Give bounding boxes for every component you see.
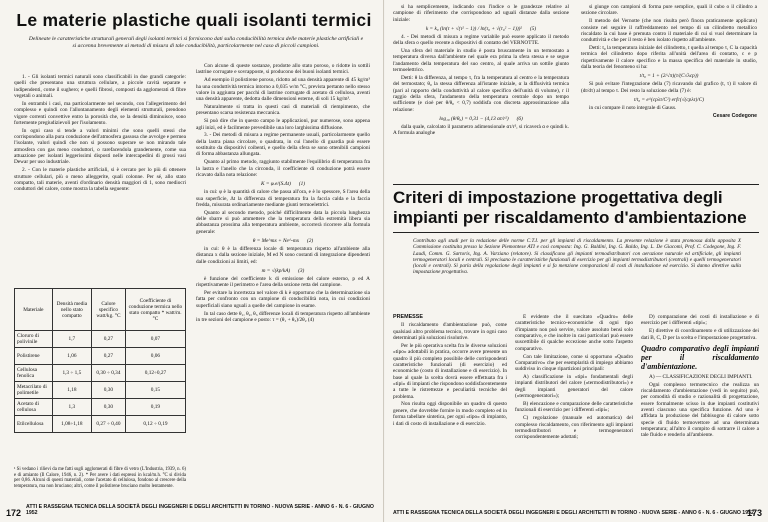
table-cell: Cloruro di polivinile — [15, 331, 53, 348]
paragraph: in cui compare il noto integrale di Gauss. — [589, 104, 677, 111]
table-cell: 0,15 — [125, 382, 185, 399]
table-cell: 0,06 — [125, 348, 185, 365]
table-cell: Metacrilato di polimetile — [15, 382, 53, 399]
paragraph: In tal caso dette θ₁, θ₂, θ₃ differenze locali di temperatura rispetto all'ambiente in tre sezioni del campione e posto: τ = (θ₁ + θ₃)/2θ₂ (4) — [196, 310, 370, 323]
paragraph: Il riscaldamento d'ambientazione può, come qualsiasi altro problema tecnico, trovare in ogni caso determinati più soluzioni risolutive. — [393, 322, 507, 342]
right-column-2 — [581, 4, 757, 180]
formula: K = φ.e/(S.Δt) (1) — [260, 181, 306, 188]
footnote: ¹ Si vedano i rilievi da me fatti sugli agglomerati di fibre di vetro (L'Industria, 1939, n. 6) e di amianto (Il Calore, 1946, n. 2). * Per avere i dati espressi in kcal/m.h. °C si divida per 0,86. Alcuni di questi materiali, come l'acetato di cellulosa, fondono al crescere della temperatura, ma non bruciano; altri, come il polistirene bruciano molto lentamente. — [14, 467, 186, 489]
paragraph: D) comparazione dei costi di installazione e di esercizio per i differenti «tipi»; — [641, 314, 759, 327]
formula: t/t₀ = 1 + (2/√π)(τ/(C√λcp)) — [639, 73, 699, 80]
table-cell: 0,27 ÷ 0,40 — [91, 416, 125, 433]
paragraph: 2. - Con le materie plastiche artificiali, si è cercato per lo più di ottenere strutture cellulari, più o meno alleggerite, quali colonne. Per sé, allo stato compatto, tali materie, aventi d'ordinario densità maggiori di 1, sono mediocri conduttori del calore, come mostra la tabella seguente: — [14, 167, 186, 193]
table-cell: Cellulosa fenolica — [15, 365, 53, 382]
paragraph: Con tale limitazione, come si opportuno «Quadro Comparativo» che per esemplarità di impiego abbiamo suddiviso in cinque ripartizioni principali: — [515, 353, 633, 373]
page-footer: ATTI E RASSEGNA TECNICA DELLA SOCIETÀ DEGLI INGEGNERI E DEGLI ARCHITETTI IN TORINO - NUOVA SERIE - ANNO 6 - N. 6 - GIUGNO 1952 — [393, 510, 754, 516]
paragraph: Quanto al secondo metodo, poiché difficilmente data la piccola lunghezza delle sbarre si può ammettere che la temperatura della estremità libera sia abbastanza prossima alla temperatura ambiente, occorrerà ricorrere alla formula generale: — [196, 209, 370, 235]
paragraph: 4. - Dei metodi di misura a regime variabile può essere applicato il metodo della sfera o quello recente a dispositivi di contatto del VERNOTTE. — [393, 33, 569, 47]
paragraph: Detti: t₀ la temperatura iniziale del cilindretto, t quella al tempo τ, C la capacità termica del cilindretto dopo riferita all'unità dell'area di contatto, c e p rispettivamente il calore specifico e la massa specifica del materiale in studio, dalla teoria del fenomeno si ha: — [581, 45, 757, 71]
paragraph: Naturalmente si tratta in questi casi di materiali di riempimento, che presentano scarsa resistenza meccanica. — [196, 104, 370, 117]
table-cell: 1,3 — [52, 399, 91, 416]
table-cell: 0,30 — [91, 399, 125, 416]
paragraph: 3. - Dei metodi di misura a regime permanente usuali, particolarmente quello della lastra piana circolare, o quadrata, in cui l'anello di guardia può essere sostituito da dispositivi coibenti, e quello della sfera se sono ottenibili campioni di forma abbastanza allungata. — [196, 132, 370, 158]
table-header: Calore specifico watt/kg. °C — [91, 289, 125, 331]
page-number: 172 — [6, 508, 22, 518]
table-cell: Acetato di cellulosa — [15, 399, 53, 416]
materials-table — [14, 288, 186, 433]
table-row — [15, 331, 186, 348]
table-cell: 1,08÷1,18 — [52, 416, 91, 433]
paragraph: Quanto al primo metodo, raggiunto stabilmente l'equilibrio di temperatura fra la lastra e l'anello che la circonda, il coefficiente di conduzione potrà essere ricavato dalla nota relazione: — [196, 159, 370, 178]
paragraph: È evidente che il suecitato «Quadro» delle caratteristiche tecnico-economiche di ogni tipo d'impianto non può servire, valore assoluto bensì solo comparativo, e che inoltre in casi particolari può essere suscettibile di qualche eccezione anche sotto l'aspetto comparativo. — [515, 314, 633, 352]
article-subtitle: Delineate le caratteristiche strutturali generali degli isolanti termici si forniscono dati sulla conducibilità termica delle materie plastiche artificiali e si accenna brevemente ai metodi di misura di tale conducibilità, particolarmente nel caso di piccoli campioni. — [28, 36, 364, 49]
paragraph: Una sfera del materiale in studio è posta bruscamente in un termostato a temperatura diversa dall'ambiente nel quale era prima la sfera stessa e se segue l'andamento della temperatura del suo centro, al quale arriva un sottile giunto termoelettrico. — [393, 48, 569, 74]
paragraph: In ogni caso si tende a valori minimi che sono quelli stessi che corrispondono alla pura conduzione dell'atmosfera gassosa che avvolge e permea l'isolante, valori quindi che non si possono superare se non mirando tale atmosfera con gas meno conduttori, o rarefacendola grandemente, come sua attuazione per isolanti leggerissimi disposti nelle intercapedini di grossi vasi Dewar per uso industriale. — [14, 127, 186, 166]
table-cell: 0,12÷0,27 — [125, 365, 185, 382]
right-column-1 — [393, 4, 569, 180]
table-header: Coefficiente di conduzione termica nello stato compatto * watt/m. °C — [125, 289, 185, 331]
right-bottom-column-1 — [393, 314, 507, 504]
table-row — [15, 399, 186, 416]
right-bottom-column-2 — [515, 314, 633, 504]
paragraph: Ogni complesso termotecnico che realizza un riscaldamento d'ambientazione (vedi in seguito) può, per comodità di studio e razionalità di progettazione, essere formalmente scisso in due impianti costitutivi aventi ciascuno una specifica funzione. Ad uno è affidata la produzione del fabbisogno di calore sotto specie di fluido termovettore ad una determinata temperatura; all'altro il compito di sottrarre il calore a tale fluido e renderlo all'ambiente. — [641, 381, 759, 439]
table-row — [15, 382, 186, 399]
article-heading: Criteri di impostazione progettativa degli impianti per riscaldamento d'ambientazione — [393, 188, 747, 227]
article-title: Le materie plastiche quali isolanti termici — [16, 10, 372, 30]
paragraph: in cui: φ è la quantità di calore che passa all'ora, e è lo spessore, S l'area della sua superficie, Δt la differenza di temperatura fra la faccia calda e la faccia fredda, misurata ordinariamente mediante giunti termoelettrici. — [196, 189, 370, 208]
table-header: Materiale — [15, 289, 53, 331]
table-cell: 0,12 ÷ 0,19 — [125, 416, 185, 433]
table-cell: 0,30 ÷ 0,34 — [91, 365, 125, 382]
paragraph: in cui: θ è la differenza locale di temperatura rispetto all'ambiente alla distanza x dalla sezione iniziale, M ed N sono costanti di integrazione dipendenti dalle condizioni ai limiti, ed: — [196, 245, 370, 265]
table-header-row — [15, 289, 186, 331]
page-footer: ATTI E RASSEGNA TECNICA DELLA SOCIETÀ DEGLI INGEGNERI E DEGLI ARCHITETTI IN TORINO - NUOVA SERIE - ANNO 6 - N. 6 - GIUGNO 1952 — [26, 504, 374, 516]
table-cell: 1,06 — [52, 348, 91, 365]
table-cell: 1,18 — [52, 382, 91, 399]
left-column-1 — [14, 74, 186, 280]
formula: k = k₀ (ln(τ + √(τ² − 1)) / ln(τ₀ + √(τ₀² − 1)))² (5) — [425, 26, 537, 33]
formula: log₁₀ (θ/θ₀) = 0,31 − (4,13 ατ/r²) (6) — [439, 116, 523, 122]
paragraph: Si può evitare l'integrazione della (7) ricavando dal grafico (t, τ) il valore di (dt/dτ) al tempo τ. Dei resto la soluzione della (7) è: — [581, 81, 757, 94]
paragraph: Per le più operativa scelta fra le diverse soluzioni «tipo» adottabili in pratica, occorre avere presente un quadro il più completo possibile delle corrispondenti caratteristiche funzionali (di esercizio) ed economiche (costo di installazione e di esercizio). In base al quale la scelta dovrà essere effettuata fra i «tipi» di impianti che rispondono soddisfacentemente a tutte le ristrettezze e peculiarità tecniche del problema. — [393, 342, 507, 400]
paragraph: C) regolazione (manuale ed automatica) del complesso riscaldamento, con riferimento agli impianti termodistributori e termogeneratori corrispondentemente adottati; — [515, 415, 633, 441]
paragraph: è funzione del coefficiente k di emissione del calore esterno, p ed A rispettivamente il perimetro e l'area della sezione retta del campione. — [196, 275, 370, 289]
subsection-heading: Quadro comparativo degli impianti per il riscaldamento d'ambientazione. — [641, 343, 759, 371]
table-row — [15, 348, 186, 365]
author-signature: Cesare Codegone — [712, 113, 757, 120]
paragraph: Detti: θ la differenza, al tempo τ, fra la temperatura al centro e la temperatura del termostato; θ₀ la stessa differenza all'istante iniziale, α la diffusività termica (pari al rapporto della conduttività al calore specifico dell'unità di volume), r il raggio della sfera, l'andamento della temperatura centrale dopo un tempo sufficiente (e cioè per θ/θ₀ < 0,7) soddisfa con discreta approssimazione alla relazione: — [393, 74, 569, 113]
table-cell: 1,3 ÷ 1,5 — [52, 365, 91, 382]
right-page — [385, 0, 768, 522]
table-cell: 0,19 — [125, 399, 185, 416]
table-cell: 0,30 — [91, 382, 125, 399]
abstract: Contributo agli studi per la redazione delle norme C.T.I. per gli impianti di riscaldamento. La presente relazione è stata promossa dalla apposita X Commissione costituita presso la Sezione Piemontese ATI e così composta: Ing. G. Baldini, Ing. G. Baldo, Ing. L. De Giacomi, Prof. C. Codegone, Ing. F. Laudi, Comm. G. Sartoris, Ing. A. Varziano (relatore). Si classificano gli impianti termodistributori con aerazione naturale ed artificiale, gli impianti termogeneratori locali e centrali. Si precisano le caratteristiche funzionali di esercizio per gli impianti termodistributori (centrali) e quelli termogeneratori (locali e centrali). Si parla della regolazione degli impianti e si fa menzione comparazioni di costi di installazione ed esercizio. Si danno direttive sulla impostazione progettativa. — [413, 238, 741, 276]
left-column-2 — [196, 63, 370, 503]
table-cell: Etilcellulosa — [15, 416, 53, 433]
divider — [393, 184, 759, 185]
table-cell: 1,7 — [52, 331, 91, 348]
paragraph: A) — CLASSIFICAZIONE DEGLI IMPIANTI. — [649, 373, 753, 380]
paragraph: Per evitare la incertezza nel valore di k è opportuno che la determinazione sia fatta per confronto con un campione di conducibilità nota, in cui condizioni superficiali siano uguali a quelle del campione in esame. — [196, 290, 370, 309]
divider — [393, 232, 759, 233]
paragraph: Non risulta oggi disponibile un quadro di questo genere, che dovrebbe fornire in modo completo ed in forma tabellare sintetica, per ogni «tipo» di impianto, i dati di costo di installazione e di esercizio. — [393, 401, 507, 427]
paragraph: dalla quale, calcolato il parametro adimensionale ατ/r², si ricaverà α e quindi k. A formula analoghe — [393, 123, 569, 137]
paragraph: A) classificazione in «tipi» fondamentali degli impianti distributori del calore («termodistributori») e degli impianti generatori del calore («termogeneratori»); — [515, 374, 633, 400]
table-cell: 0,27 — [91, 331, 125, 348]
section-heading: PREMESSE — [393, 314, 423, 320]
paragraph: Con alcune di queste sostanze, prodotte allo stato poroso, o ridotte in sottili lastrine corrugate e sovrapposte, si producono dei buoni isolanti termici. — [196, 63, 370, 76]
table-cell: Polistirene — [15, 348, 53, 365]
paragraph: Ad esempio il polistirene poroso, ridotto ad una densità apparente di 45 kg/m³ ha una conduttività termica intorno a 0,035 w/m °C, prevista pertanto nello stesso valore in aggiunta per pacchi di lastrine corrugate di acetato di cellulosa, aventi una densità apparente, dedotta dalle dimensioni esterne, di soli 15 kg/m³. — [196, 77, 370, 103]
formula: θ = Me^mx + Ne^-mx (2) — [252, 238, 314, 245]
page-number: 173 — [746, 508, 762, 518]
table-row — [15, 416, 186, 433]
formula: m = √(kp/kA) (3) — [261, 267, 305, 274]
paragraph: si ha semplicemente, indicando con l'indice o le grandezze relative al campione di riferimento che corrispondono ad uguali distanze dalla sezione iniziale: — [393, 4, 569, 23]
paragraph: 1. - Gli isolanti termici naturali sono classificabili in due grandi categorie: quelli che presentano una struttura cellulare, a piccole cavità separate e indipendenti, come il sughero; e quelli fibrosi, composti da agglomerati di fibre vegetali o animali. — [14, 74, 186, 100]
table-cell: 0,07 — [125, 331, 185, 348]
paragraph: Il metodo del Vernotte (che non risulta però finora praticamente applicato) consiste nel seguire il raffreddamento nel tempo di un cilindretto metallico riscaldato la cui base è premuta contro il materiale di cui si vuol determinare la conduttività e che per il resto è ben isolato rispetto all'ambiente. — [581, 18, 757, 44]
paragraph: In entrambi i casi, ma particolarmente nel secondo, con l'allegerimento del complesso e quindi con l'allontanamento degli elementi strutturali, prendono vigore correnti convettive entro la porosità che, se la densità diminuisce, sono fortemente pregiudizievoli per l'isolamento. — [14, 100, 186, 126]
paragraph: E) direttive di coordinamento e di utilizzazione dei dati B, C, D per la scelta e l'impostazione progettativa. — [641, 328, 759, 341]
paragraph: si giunge con campioni di forma pure semplice, quali il cubo o il cilindro a sezione circolare. — [581, 4, 757, 17]
formula: t/t₀ = e^(cpλτ/C²) erfc(√(cpλτ)/C) — [633, 96, 705, 103]
paragraph: Si può dire che in questo campo le applicazioni, pur numerose, sono appena agli inizi, ed è facilmente prevedibile una loro larghissima diffusione. — [196, 118, 370, 131]
table-row — [15, 365, 186, 382]
right-bottom-column-3 — [641, 314, 759, 504]
paragraph: B) elencazione e comparazione delle caratteristiche funzionali di esercizio per i differenti «tipi»; — [515, 400, 633, 414]
table-cell: 0,27 — [91, 348, 125, 365]
table-header: Densità media nello stato compatto — [52, 289, 91, 331]
